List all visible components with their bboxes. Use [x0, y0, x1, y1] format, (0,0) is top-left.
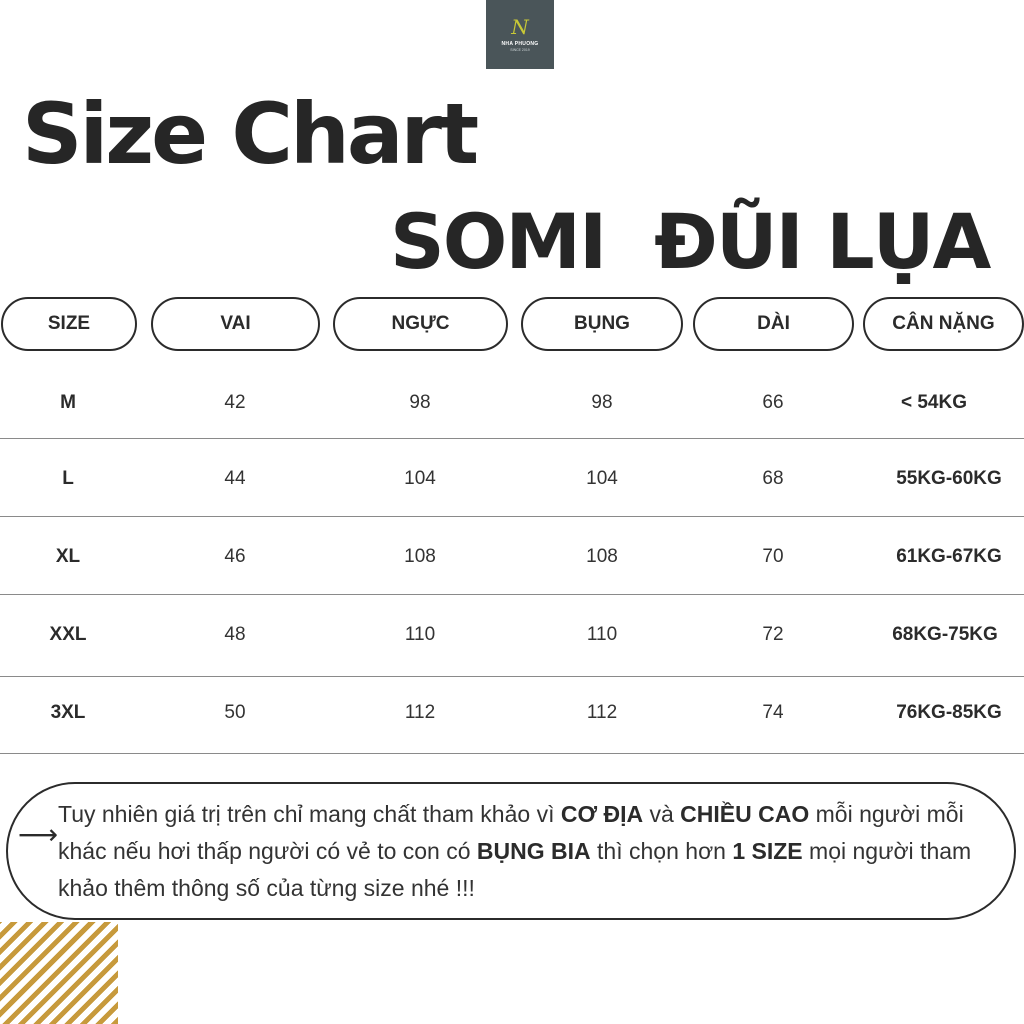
note-segment: mỗi người mỗi khác nếu hơi thấp người có vẻ to con có: [58, 801, 964, 864]
cell-vai: 44: [224, 468, 246, 489]
table-row: [0, 688, 1024, 738]
cell-can-nang: 76KG-85KG: [896, 702, 1002, 723]
note-emphasis: 1 SIZE: [732, 838, 803, 864]
cell-bung: 98: [591, 392, 613, 413]
cell-dai: 68: [762, 468, 784, 489]
note-text: [58, 796, 1003, 907]
arrow-right-icon: ⟶: [18, 819, 59, 850]
cell-nguc: 98: [409, 392, 431, 413]
cell-nguc: 112: [404, 702, 436, 723]
row-divider: [0, 516, 1024, 517]
note-emphasis: CƠ ĐỊA: [560, 801, 644, 827]
cell-size: XL: [55, 546, 81, 567]
cell-size: L: [62, 468, 74, 489]
cell-can-nang: 55KG-60KG: [896, 468, 1002, 489]
cell-nguc: 108: [404, 546, 436, 567]
cell-nguc: 104: [404, 468, 436, 489]
cell-vai: 50: [224, 702, 246, 723]
table-row: [0, 454, 1024, 504]
header-can-nang: CÂN NẶNG: [863, 297, 1024, 351]
header-vai: VAI: [151, 297, 320, 351]
cell-size: 3XL: [50, 702, 86, 723]
header-nguc: NGỰC: [333, 297, 508, 351]
header-bung: BỤNG: [521, 297, 683, 351]
table-row: [0, 610, 1024, 660]
brand-mark: N: [511, 15, 529, 39]
cell-vai: 42: [224, 392, 246, 413]
cell-size: XXL: [49, 624, 87, 645]
note-segment: mọi người tham khảo thêm thông số của từng size nhé !!!: [58, 838, 972, 901]
header-size: SIZE: [1, 297, 137, 351]
cell-dai: 66: [762, 392, 784, 413]
cell-dai: 70: [762, 546, 784, 567]
brand-since: SINCE 2019: [510, 48, 530, 52]
note-segment: Tuy nhiên giá trị trên chỉ mang chất tham khảo vì: [58, 801, 561, 827]
note-segment: thì chọn hơn: [590, 838, 733, 864]
header-dai: DÀI: [693, 297, 854, 351]
cell-can-nang: 61KG-67KG: [896, 546, 1002, 567]
decorative-stripes: [0, 922, 118, 1024]
cell-can-nang: 68KG-75KG: [892, 624, 998, 645]
cell-dai: 72: [762, 624, 784, 645]
cell-bung: 112: [586, 702, 618, 723]
cell-bung: 110: [586, 624, 618, 645]
table-row: [0, 532, 1024, 582]
table-row: [0, 378, 1024, 428]
cell-bung: 108: [586, 546, 618, 567]
cell-bung: 104: [586, 468, 618, 489]
row-divider: [0, 594, 1024, 595]
product-title: SOMI ĐŨI LỤA: [390, 197, 990, 286]
row-divider: [0, 438, 1024, 439]
cell-dai: 74: [762, 702, 784, 723]
row-divider: [0, 676, 1024, 677]
cell-vai: 48: [224, 624, 246, 645]
cell-can-nang: < 54KG: [900, 392, 967, 413]
brand-name: NHA PHUONG: [501, 41, 539, 47]
note-emphasis: BỤNG BIA: [476, 838, 591, 864]
note-segment: và: [643, 801, 681, 827]
row-divider: [0, 753, 1024, 754]
cell-nguc: 110: [404, 624, 436, 645]
cell-vai: 46: [224, 546, 246, 567]
page-title: Size Chart: [22, 85, 477, 183]
brand-logo: [486, 0, 554, 69]
note-box: [6, 782, 1016, 920]
note-emphasis: CHIỀU CAO: [680, 801, 810, 827]
cell-size: M: [60, 392, 76, 413]
